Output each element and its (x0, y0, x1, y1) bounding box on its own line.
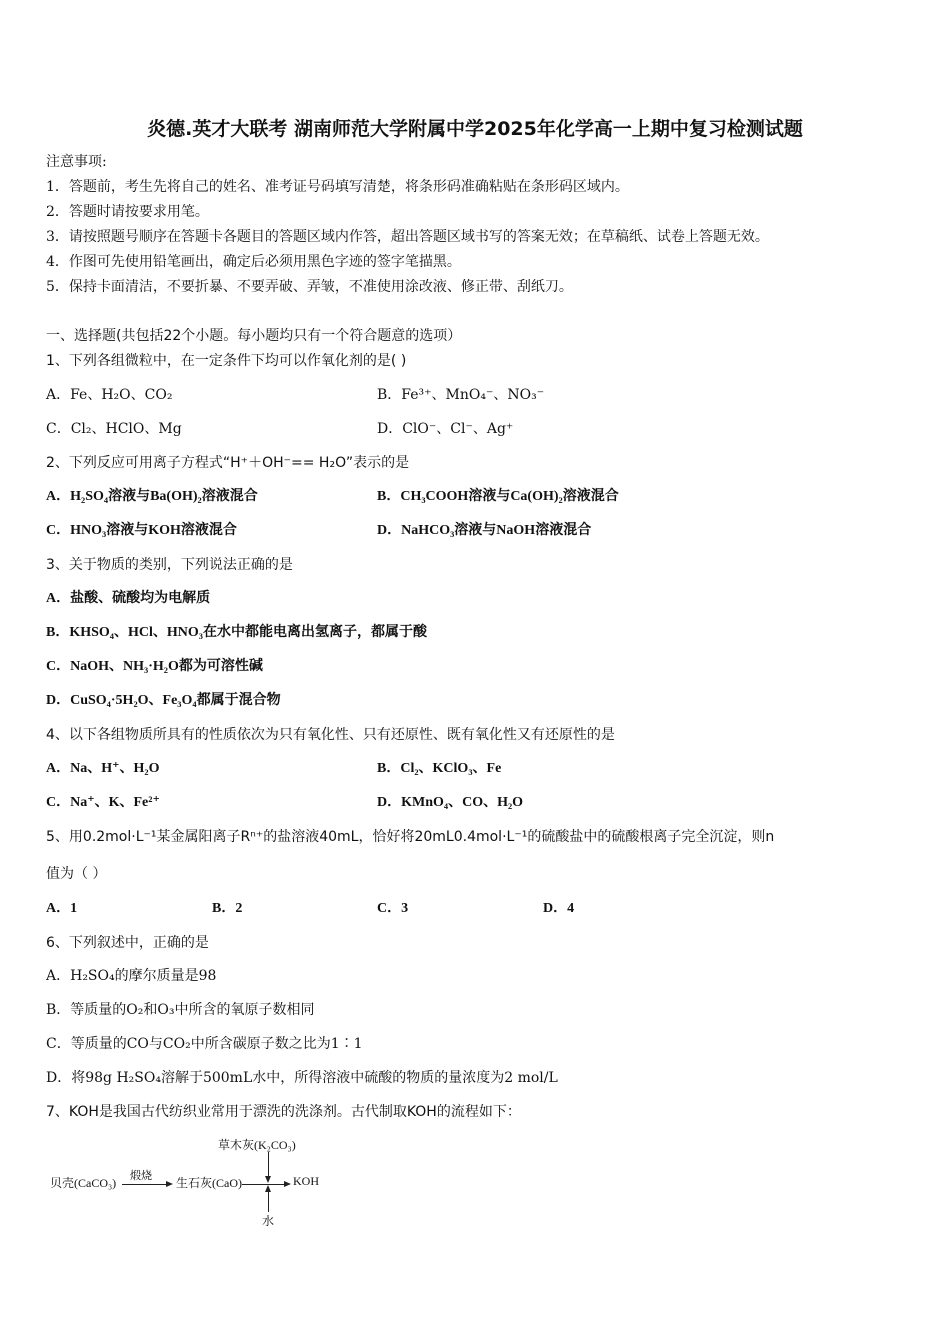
arrow-right-icon (284, 1181, 291, 1187)
question-4-option-b[interactable]: B．Cl₂、KClO₃、Fe (377, 761, 502, 776)
question-6-option-d[interactable]: D．将98g H₂SO₄溶解于500mL水中，所得溶液中硫酸的物质的量浓度为2 mol/L (46, 1070, 558, 1086)
section-heading: 一、选择题(共包括22个小题。每小题均只有一个符合题意的选项） (46, 328, 462, 344)
question-1-option-b[interactable]: B．Fe³⁺、MnO₄⁻、NO₃⁻ (377, 387, 545, 403)
question-6-option-c[interactable]: C．等质量的CO与CO₂中所含碳原子数之比为1∶1 (46, 1036, 363, 1052)
arrow-line (122, 1184, 168, 1185)
question-4-option-c[interactable]: C．Na⁺、K、Fe²⁺ (46, 795, 160, 810)
question-3-stem: 3、关于物质的类别，下列说法正确的是 (46, 557, 293, 573)
question-4-stem: 4、以下各组物质所具有的性质依次为只有氧化性、只有还原性、既有氧化性又有还原性的是 (46, 727, 615, 743)
question-5-stem: 5、用0.2mol·L⁻¹某金属阳离子Rⁿ⁺的盐溶液40mL，恰好将20mL0.4mol·L⁻¹的硫酸盐中的硫酸根离子完全沉淀，则n (46, 829, 775, 845)
question-6-option-b[interactable]: B．等质量的O₂和O₃中所含的氧原子数相同 (46, 1002, 315, 1018)
question-4-option-a[interactable]: A．Na、H⁺、H₂O (46, 761, 160, 776)
question-1-stem: 1、下列各组微粒中，在一定条件下均可以作氧化剂的是( ) (46, 353, 407, 369)
question-6-stem: 6、下列叙述中，正确的是 (46, 935, 209, 951)
arrow-down-icon (265, 1176, 271, 1183)
diagram-bottom-label: 水 (262, 1214, 275, 1228)
arrow-line (268, 1190, 269, 1212)
diagram-end-label: KOH (293, 1174, 319, 1188)
notice-item: 1．答题前，考生先将自己的姓名、准考证号码填写清楚，将条形码准确粘贴在条形码区域内。 (46, 179, 629, 195)
question-5-option-a[interactable]: A．1 (46, 901, 78, 916)
arrow-line (268, 1152, 269, 1178)
question-1-option-c[interactable]: C．Cl₂、HClO、Mg (46, 421, 182, 437)
question-4-option-d[interactable]: D．KMnO₄、CO、H₂O (377, 795, 524, 810)
question-1-option-d[interactable]: D．ClO⁻、Cl⁻、Ag⁺ (377, 421, 514, 437)
question-2-option-c[interactable]: C．HNO₃溶液与KOH溶液混合 (46, 523, 237, 538)
arrow-label-calcination: 煅烧 (130, 1170, 152, 1182)
question-5-option-d[interactable]: D．4 (543, 901, 575, 916)
question-5-option-c[interactable]: C．3 (377, 901, 409, 916)
question-2-stem: 2、下列反应可用离子方程式“H⁺＋OH⁻== H₂O”表示的是 (46, 455, 410, 471)
question-6-option-a[interactable]: A．H₂SO₄的摩尔质量是98 (46, 968, 217, 984)
notice-item: 5．保持卡面清洁，不要折暴、不要弄破、弄皱，不准使用涂改液、修正带、刮纸刀。 (46, 279, 573, 295)
question-2-option-d[interactable]: D．NaHCO₃溶液与NaOH溶液混合 (377, 523, 592, 538)
arrow-line (242, 1184, 286, 1185)
question-3-option-b[interactable]: B．KHSO₄、HCl、HNO₃在水中都能电离出氢离子，都属于酸 (46, 625, 427, 640)
question-3-option-d[interactable]: D．CuSO₄·5H₂O、Fe₃O₄都属于混合物 (46, 693, 281, 708)
question-1-option-a[interactable]: A．Fe、H₂O、CO₂ (46, 387, 173, 403)
diagram-start-label: 贝壳(CaCO₃) (50, 1176, 117, 1190)
koh-process-flow-diagram (46, 1132, 336, 1227)
notice-item: 3．请按照题号顺序在答题卡各题目的答题区域内作答，超出答题区域书写的答案无效；在草稿纸、试卷上答题无效。 (46, 229, 769, 245)
question-7-stem: 7、KOH是我国古代纺织业常用于漂洗的洗涤剂。古代制取KOH的流程如下： (46, 1104, 521, 1120)
question-2-option-b[interactable]: B．CH₃COOH溶液与Ca(OH)₂溶液混合 (377, 489, 619, 504)
question-3-option-c[interactable]: C．NaOH、NH₃·H₂O都为可溶性碱 (46, 659, 263, 674)
notice-item: 4．作图可先使用铅笔画出，确定后必须用黑色字迹的签字笔描黑。 (46, 254, 461, 270)
exam-title: 炎德.英才大联考 湖南师范大学附属中学2025年化学高一上期中复习检测试题 (147, 118, 803, 140)
question-5-stem-continued: 值为（ ） (46, 866, 107, 882)
question-5-option-b[interactable]: B．2 (212, 901, 243, 916)
question-3-option-a[interactable]: A．盐酸、硫酸均为电解质 (46, 591, 211, 606)
notice-item: 2．答题时请按要求用笔。 (46, 204, 209, 220)
diagram-middle-label: 生石灰(CaO) (176, 1176, 242, 1190)
notice-heading: 注意事项: (46, 154, 107, 170)
diagram-top-label: 草木灰(K₂CO₃) (218, 1138, 296, 1152)
arrow-up-icon (265, 1185, 271, 1192)
arrow-right-icon (166, 1181, 173, 1187)
question-2-option-a[interactable]: A．H₂SO₄溶液与Ba(OH)₂溶液混合 (46, 489, 258, 504)
